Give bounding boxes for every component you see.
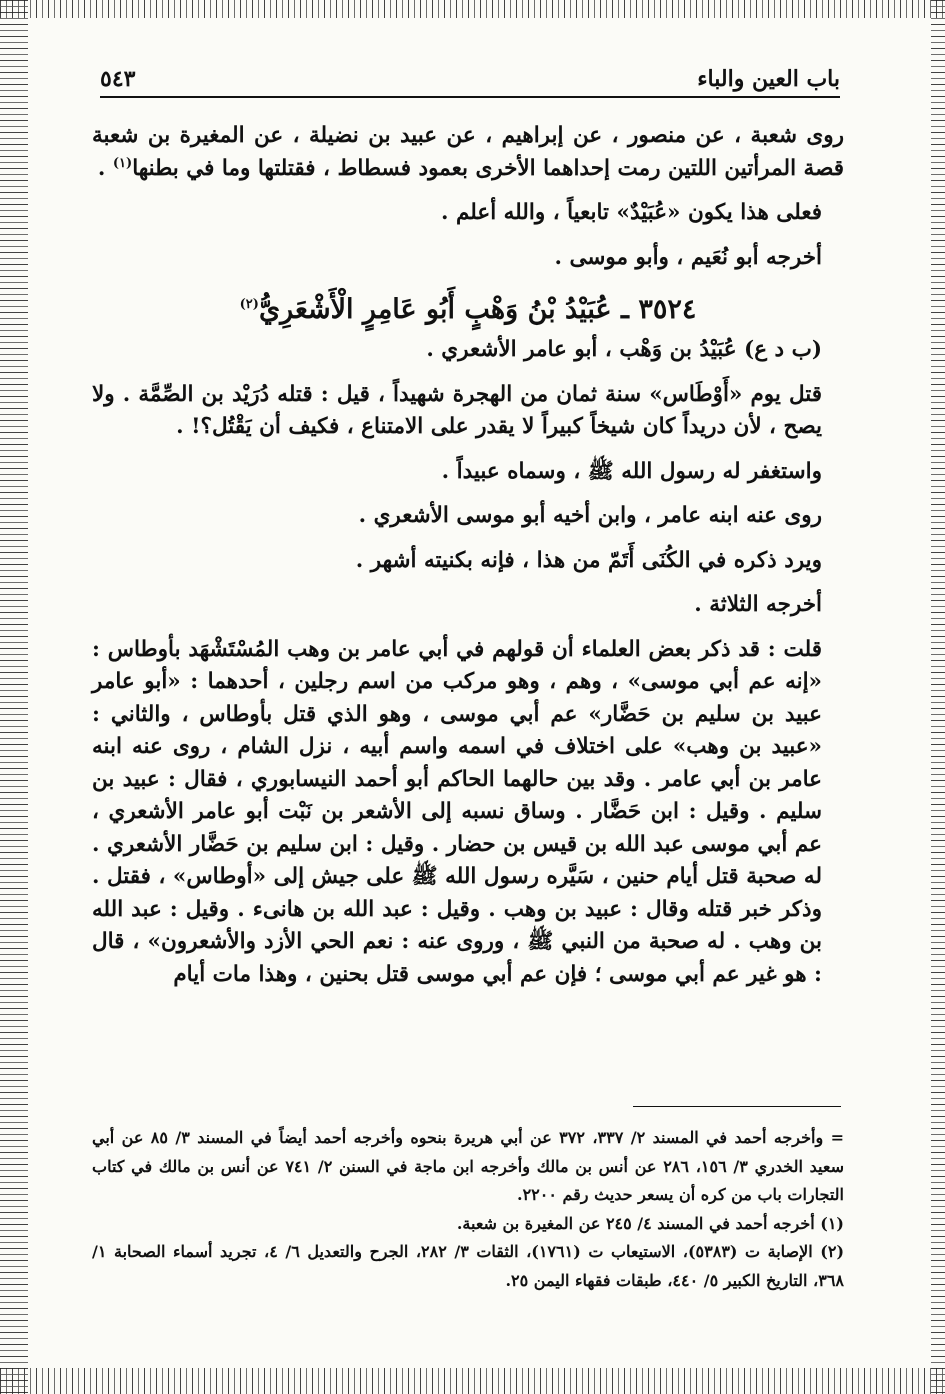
footnote-ref: (٢) [239,297,259,312]
text-line: روى شعبة ، عن منصور ، عن إبراهيم ، عن عبيد بن نضيلة ، عن المغيرة بن شعبة [92,123,844,148]
paragraph [92,120,844,185]
page-border-bottom [0,1368,945,1394]
footnote-1: (١) أخرجه أحمد في المسند ٤/ ٢٤٥ عن المغيرة بن شعبة. [456,1213,844,1233]
page-number: ٥٤٣ [100,66,136,92]
paragraph: أخرجه أبو نُعَيم ، وأبو موسى . [554,244,822,270]
main-text [92,120,844,991]
running-head [100,62,840,98]
footnote-separator [633,1106,841,1107]
paragraph: روى عنه ابنه عامر ، وابن أخيه أبو موسى الأشعري . [358,503,822,528]
entry-heading-text: ٣٥٢٤ ـ عُبَيْدُ بْنُ وَهْبٍ أَبُو عَامِرٍ الْأَشْعَرِيُّ [258,294,697,325]
footnote-ref: (١) [112,155,133,171]
paragraph: أخرجه الثلاثة . [694,592,822,617]
paragraph: قلت : قد ذكر بعض العلماء أن قولهم في أبي عامر بن وهب المُسْتَشْهَد بأوطاس : «إنه عم أبي موسى» ، وهم ، وهو مركب من اسم رجلين ، أحدهما : «أبو عامر عبيد بن سليم بن حَضَّار» عم أبي موسى ، وهو الذي قتل بأوطاس ، والثاني : «عبيد بن وهب» على اختلاف في اسمه واسم أبيه ، نزل الشام ، روى عنه ابنه عامر بن أبي عامر . وقد بين حالهما الحاكم أبو أحمد النيسابوري ، فقال : عبيد بن سليم . وقيل : ابن حَضَّار . وساق نسبه إلى الأشعر بن نَبْت أبو عامر الأشعري ، عم أبي موسى عبد الله بن قيس بن حضار . وقيل : ابن سليم بن حَضَّار الأشعري . له صحبة قتل أيام حنين ، سَيَّره رسول الله ﷺ على جيش إلى «أوطاس» ، فقتل . وذكر خبر قتله وقال : عبيد بن وهب . وقيل : عبد الله بن هانىء . وقيل : عبد الله بن وهب . له صحبة من النبي ﷺ ، وروى عنه : نعم الحي الأزد والأشعرون» ، قال : هو غير عم أبي موسى ؛ فإن عم أبي موسى قتل بحنين ، وهذا مات أيام [92,636,822,987]
running-title: باب العين والباء [697,66,840,92]
page-border-right [931,0,945,1394]
paragraph: (ب د ع) عُبَيْدُ بن وَهْب ، أبو عامر الأشعري . [426,337,822,362]
page-border-left [0,0,28,1394]
paragraph: واستغفر له رسول الله ﷺ ، وسماه عبيداً . [441,458,822,484]
paragraph: قتل يوم «أَوْطَاس» سنة ثمان من الهجرة شهيداً ، قيل : قتله دُرَيْد بن الصِّمَّة . ولا يصح ، لأن دريداً كان شيخاً كبيراً لا يقدر على الامتناع ، فكيف أن يَقْتُل؟! . [92,381,822,439]
page-border-top [0,0,945,18]
text-line: قصة المرأتين اللتين رمت إحداهما الأخرى بعمود فسطاط ، فقتلتها وما في بطنها [132,155,844,181]
footnotes [92,1124,844,1295]
text-line: . [97,155,106,181]
footnote-2: (٢) الإصابة ت (٥٣٨٣)، الاستيعاب ت (١٧٦١)، الثقات ٣/ ٢٨٢، الجرح والتعديل ٦/ ٤، تجريد أسماء الصحابة ١/ ٣٦٨، التاريخ الكبير ٥/ ٤٤٠، طبقات فقهاء اليمن ٢٥. [92,1242,845,1290]
entry-heading [92,288,844,332]
paragraph: ويرد ذكره في الكُنَى أَتَمّ من هذا ، فإنه بكنيته أشهر . [355,547,822,573]
paragraph: فعلى هذا يكون «عُبَيْدٌ» تابعياً ، والله أعلم . [440,200,822,225]
footnote-continuation: = وأخرجه أحمد في المسند ٢/ ٣٣٧، ٣٧٢ عن أبي هريرة بنحوه وأخرجه أحمد أيضاً في المسند ٣/ ٨٥ عن أبي سعيد الخدري ٣/ ١٥٦، ٢٨٦ عن أنس بن مالك وأخرجه ابن ماجة في السنن ٢/ ٧٤١ عن أنس بن مالك في كتاب التجارات باب من كره أن يسعر حديث رقم ٢٢٠٠. [92,1128,845,1204]
